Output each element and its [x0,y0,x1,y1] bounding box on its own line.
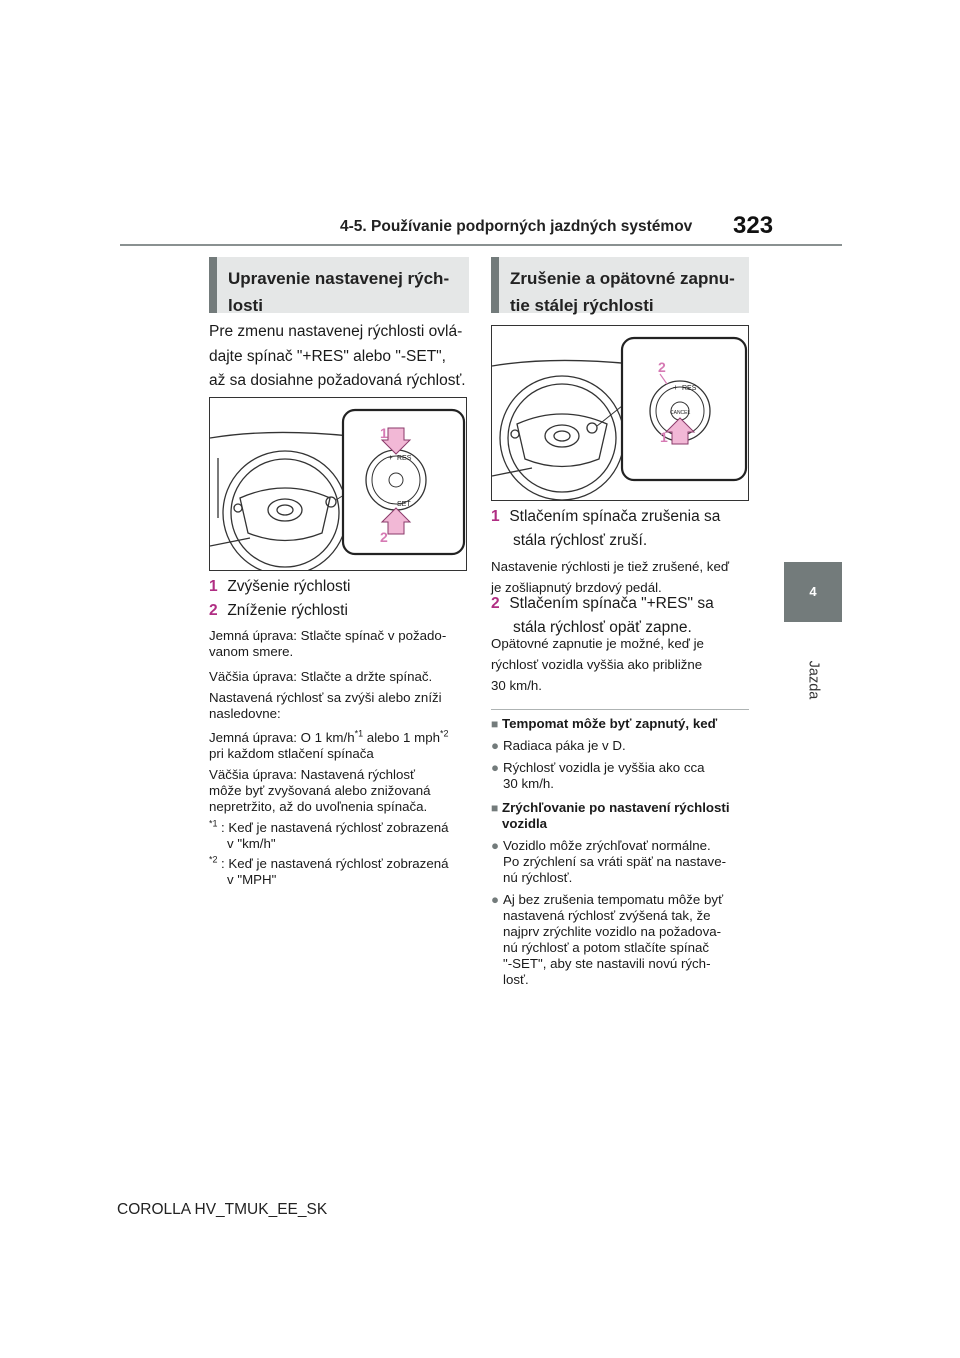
res-switch-label: RES [682,385,697,392]
footnote-text: : Keď je nastavená rýchlosť zobrazená [221,856,449,871]
text-line: Väčšia úprava: Nastavená rýchlosť [209,767,416,782]
callout-number: 1 [380,425,388,441]
text-line [491,592,761,616]
text-line: vanom smere. [209,644,294,659]
steering-wheel-drawing [492,326,748,500]
res-switch-label: RES [397,455,412,462]
steering-wheel-drawing [210,398,466,570]
step-text: stála rýchlosť zruší. [513,532,648,549]
text-line [209,730,479,746]
step-text: Stlačením spínača "+RES" sa [509,595,714,612]
bullet-text: 30 km/h. [503,776,554,791]
step-text: Zvýšenie rýchlosti [227,578,351,595]
text-line: rýchlosť vozidla vyššia ako približne [491,657,703,672]
set-switch-label: SET [397,501,411,508]
text-line: Jemná úprava: Stlačte spínač v požado- [209,628,447,643]
callout-number: 2 [380,529,388,545]
bullet-text: najprv zrýchlite vozidlo na požadova- [503,924,722,939]
bullet-text: Radiaca páka je v D. [503,738,626,753]
svg-text:+: + [388,453,393,462]
list-item [209,575,479,599]
text-span: Jemná úprava: O 1 km/h [209,730,355,745]
callout-number: 2 [658,359,666,375]
bullet-text: Rýchlosť vozidla je vyššia ako cca [503,760,705,775]
bullet-text: nú rýchlosť a potom stlačíte spínač [503,940,710,955]
svg-text:−: − [388,499,393,508]
bullet-text: Po zrýchlení sa vráti späť na nastave- [503,854,727,869]
step-number: 1 [209,578,218,595]
footnote-ref: *2 [440,728,449,739]
text-span: alebo 1 mph [363,730,440,745]
heading-line: losti [228,296,263,315]
heading-line: tie stálej rýchlosti [510,296,654,315]
steering-wheel-illustration-left [209,397,467,571]
bullet-text: Vozidlo môže zrýchľovať normálne. [503,838,711,853]
step-number: 1 [491,508,500,525]
step-number: 2 [491,595,500,612]
text-line: 30 km/h. [491,678,542,693]
heading-line: Upravenie nastavenej rých- [228,269,450,288]
footnote-mark: *1 [209,818,218,829]
title-text: Zrýchľovanie po nastavení rýchlosti [502,800,730,815]
chapter-label [776,650,850,710]
section-divider [491,709,749,710]
footnote-text: : Keď je nastavená rýchlosť zobrazená [221,820,449,835]
footnote-text: v "km/h" [227,836,276,851]
chapter-label-text: Jazda [804,660,821,700]
step-list-left [209,575,479,623]
subsection-title: ■ Tempomat môže byť zapnutý, keď [491,716,718,731]
step-text: Stlačením spínača zrušenia sa [509,508,721,525]
bullet-text: nastavená rýchlosť zvýšená tak, že [503,908,711,923]
list-item: ● Radiaca páka je v D. [491,738,626,753]
chapter-tab: 4 [784,562,842,622]
note-fine-adjust [209,628,479,660]
bullet-text: nú rýchlosť. [503,870,573,885]
note-resume-condition [491,633,761,696]
note-coarse-increment [209,767,479,815]
footnote-2 [209,856,479,888]
bullet-text: "-SET", aby ste nastavili novú rých- [503,956,711,971]
note-fine-increment [209,730,479,762]
title-text: vozidla [502,816,548,831]
title-text: Tempomat môže byť zapnutý, keď [502,716,718,731]
note-speed-change [209,690,479,722]
cancel-switch-label: CANCEL [670,410,691,416]
section-heading-adjust-speed [209,257,469,313]
step-text: Zníženie rýchlosti [227,602,348,619]
footnote-ref: *1 [354,728,364,739]
text-line: Opätovné zapnutie je možné, keď je [491,636,704,651]
step-text: stála rýchlosť opäť zapne. [513,619,692,636]
text-line: nepretržito, až do uvoľnenia spínača. [209,799,428,814]
text-line: Pre zmenu nastavenej rýchlosti ovlá- [209,323,463,340]
text-line [491,505,761,529]
running-header: 4-5. Používanie podporných jazdných systémov [340,218,693,235]
note-coarse-adjust: Väčšia úprava: Stlačte a držte spínač. [209,669,433,684]
step-cancel [491,505,761,553]
subsection-acceleration [491,800,766,988]
list-item [209,599,479,623]
text-line: je zošliapnutý brzdový pedál. [491,580,662,595]
text-line: môže byť zvyšovaná alebo znižovaná [209,783,431,798]
switch-zoom-callout [343,410,464,554]
header-divider [120,244,842,246]
page-number: 323 [733,212,774,239]
step-number: 2 [209,602,218,619]
text-line: až sa dosiahne požadovaná rýchlosť. [209,372,466,389]
heading-line: Zrušenie a opätovné zapnu- [510,269,735,288]
steering-wheel-illustration-right [491,325,749,501]
subsection-enable-conditions [491,716,766,792]
text-line: dajte spínač "+RES" alebo "-SET", [209,347,446,365]
list-item: ● Aj bez zrušenia tempomatu môže byť [491,892,724,907]
callout-number: 1 [660,429,668,445]
bullet-text: losť. [503,972,529,987]
bullet-text: Aj bez zrušenia tempomatu môže byť [503,892,724,907]
switch-zoom-callout [622,338,746,480]
document-footer: COROLLA HV_TMUK_EE_SK [117,1201,328,1218]
text-line: nasledovne: [209,706,281,721]
footnote-mark: *2 [209,854,218,865]
section-heading-cancel-resume [491,257,749,313]
list-item: ● Vozidlo môže zrýchľovať normálne. [491,838,711,853]
subsection-title: ■ Zrýchľovanie po nastavení rýchlosti [491,800,730,815]
text-line: Nastavenie rýchlosti je tiež zrušené, keď [491,559,730,574]
svg-text:+: + [673,383,678,392]
footnote-1 [209,820,479,852]
text-line: Nastavená rýchlosť sa zvýši alebo zníži [209,690,442,705]
list-item: ● Rýchlosť vozidla je vyššia ako cca [491,760,705,775]
footnote-text: v "MPH" [227,872,277,887]
intro-paragraph [209,320,479,394]
text-line: pri každom stlačení spínača [209,746,374,761]
